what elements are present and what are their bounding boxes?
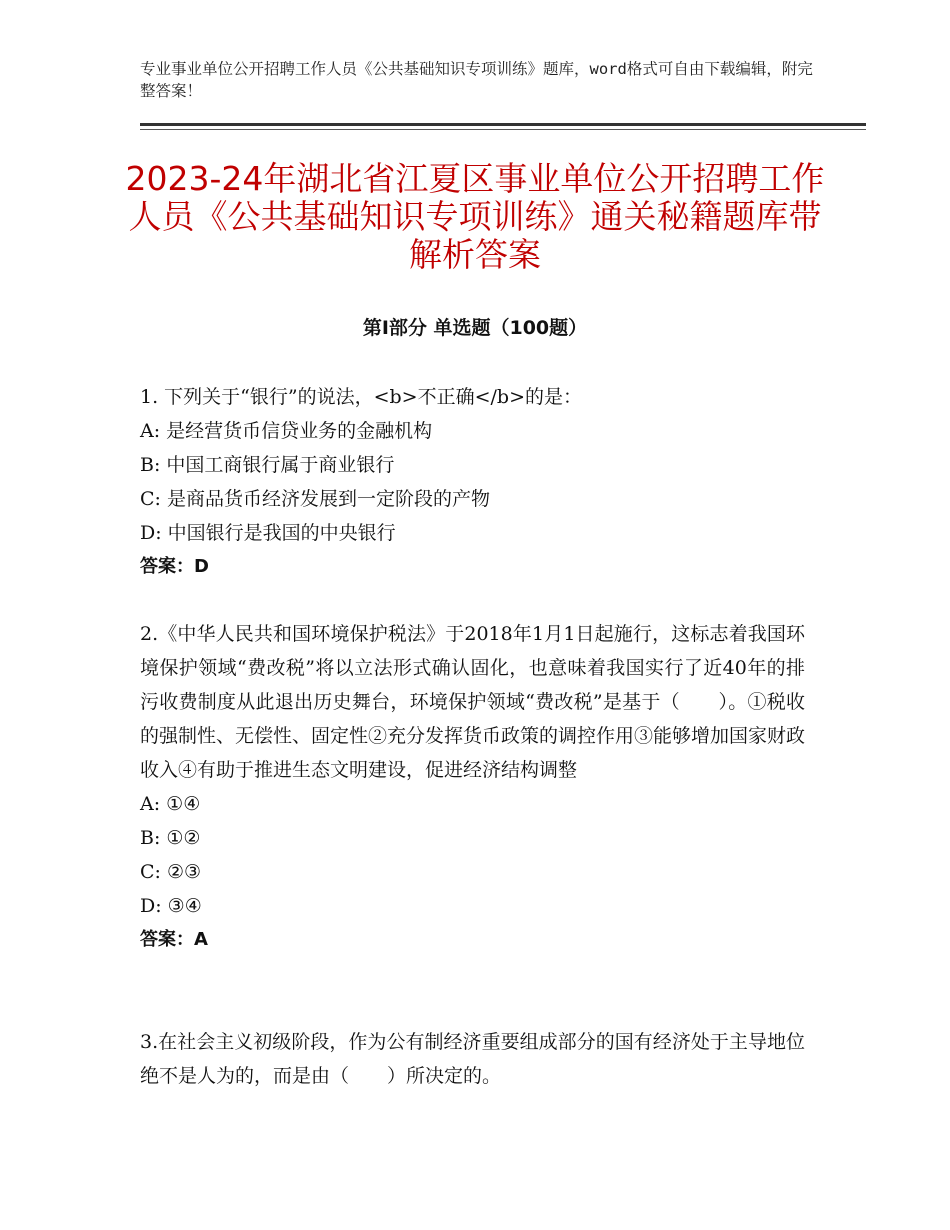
- question-stem: 2.《中华人民共和国环境保护税法》于2018年1月1日起施行，这标志着我国环境保护领域“费改税”将以立法形式确认固化，也意味着我国实行了近40年的排污收费制度从此退出历史舞台，环境保护领域“费改税”是基于（ ）。①税收的强制性、无偿性、固定性②充分发挥货币政策的调控作用③能够增加国家财政收入④有助于推进生态文明建设，促进经济结构调整: [140, 623, 806, 781]
- option-d: D: ③④: [140, 895, 202, 917]
- document-title: 2023-24年湖北省江夏区事业单位公开招聘工作人员《公共基础知识专项训练》通关秘籍题库带解析答案: [125, 159, 825, 274]
- option-d: D: 中国银行是我国的中央银行: [140, 522, 396, 544]
- question-stem: 1. 下列关于“银行”的说法，<b>不正确</b>的是：: [140, 386, 583, 408]
- header-divider-thin: [140, 129, 866, 130]
- option-b: B: ①②: [140, 827, 201, 849]
- option-c: C: ②③: [140, 861, 202, 883]
- option-c: C: 是商品货币经济发展到一定阶段的产物: [140, 488, 490, 510]
- option-b: B: 中国工商银行属于商业银行: [140, 454, 395, 476]
- answer-line: 答案：A: [140, 929, 208, 950]
- question-stem: 3.在社会主义初级阶段，作为公有制经济重要组成部分的国有经济处于主导地位绝不是人为的，而是由（ ）所决定的。: [140, 1031, 805, 1087]
- answer-line: 答案：D: [140, 556, 209, 577]
- header-divider-thick: [140, 123, 866, 126]
- question-1: [140, 380, 805, 584]
- option-a: A: ①④: [140, 793, 201, 815]
- question-2: [140, 617, 805, 957]
- question-3: [140, 1025, 805, 1093]
- header-note: 专业事业单位公开招聘工作人员《公共基础知识专项训练》题库，word格式可自由下载编辑，附完整答案！: [140, 60, 813, 100]
- section-title: 第Ⅰ部分 单选题（100题）: [362, 317, 588, 339]
- option-a: A: 是经营货币信贷业务的金融机构: [140, 420, 433, 442]
